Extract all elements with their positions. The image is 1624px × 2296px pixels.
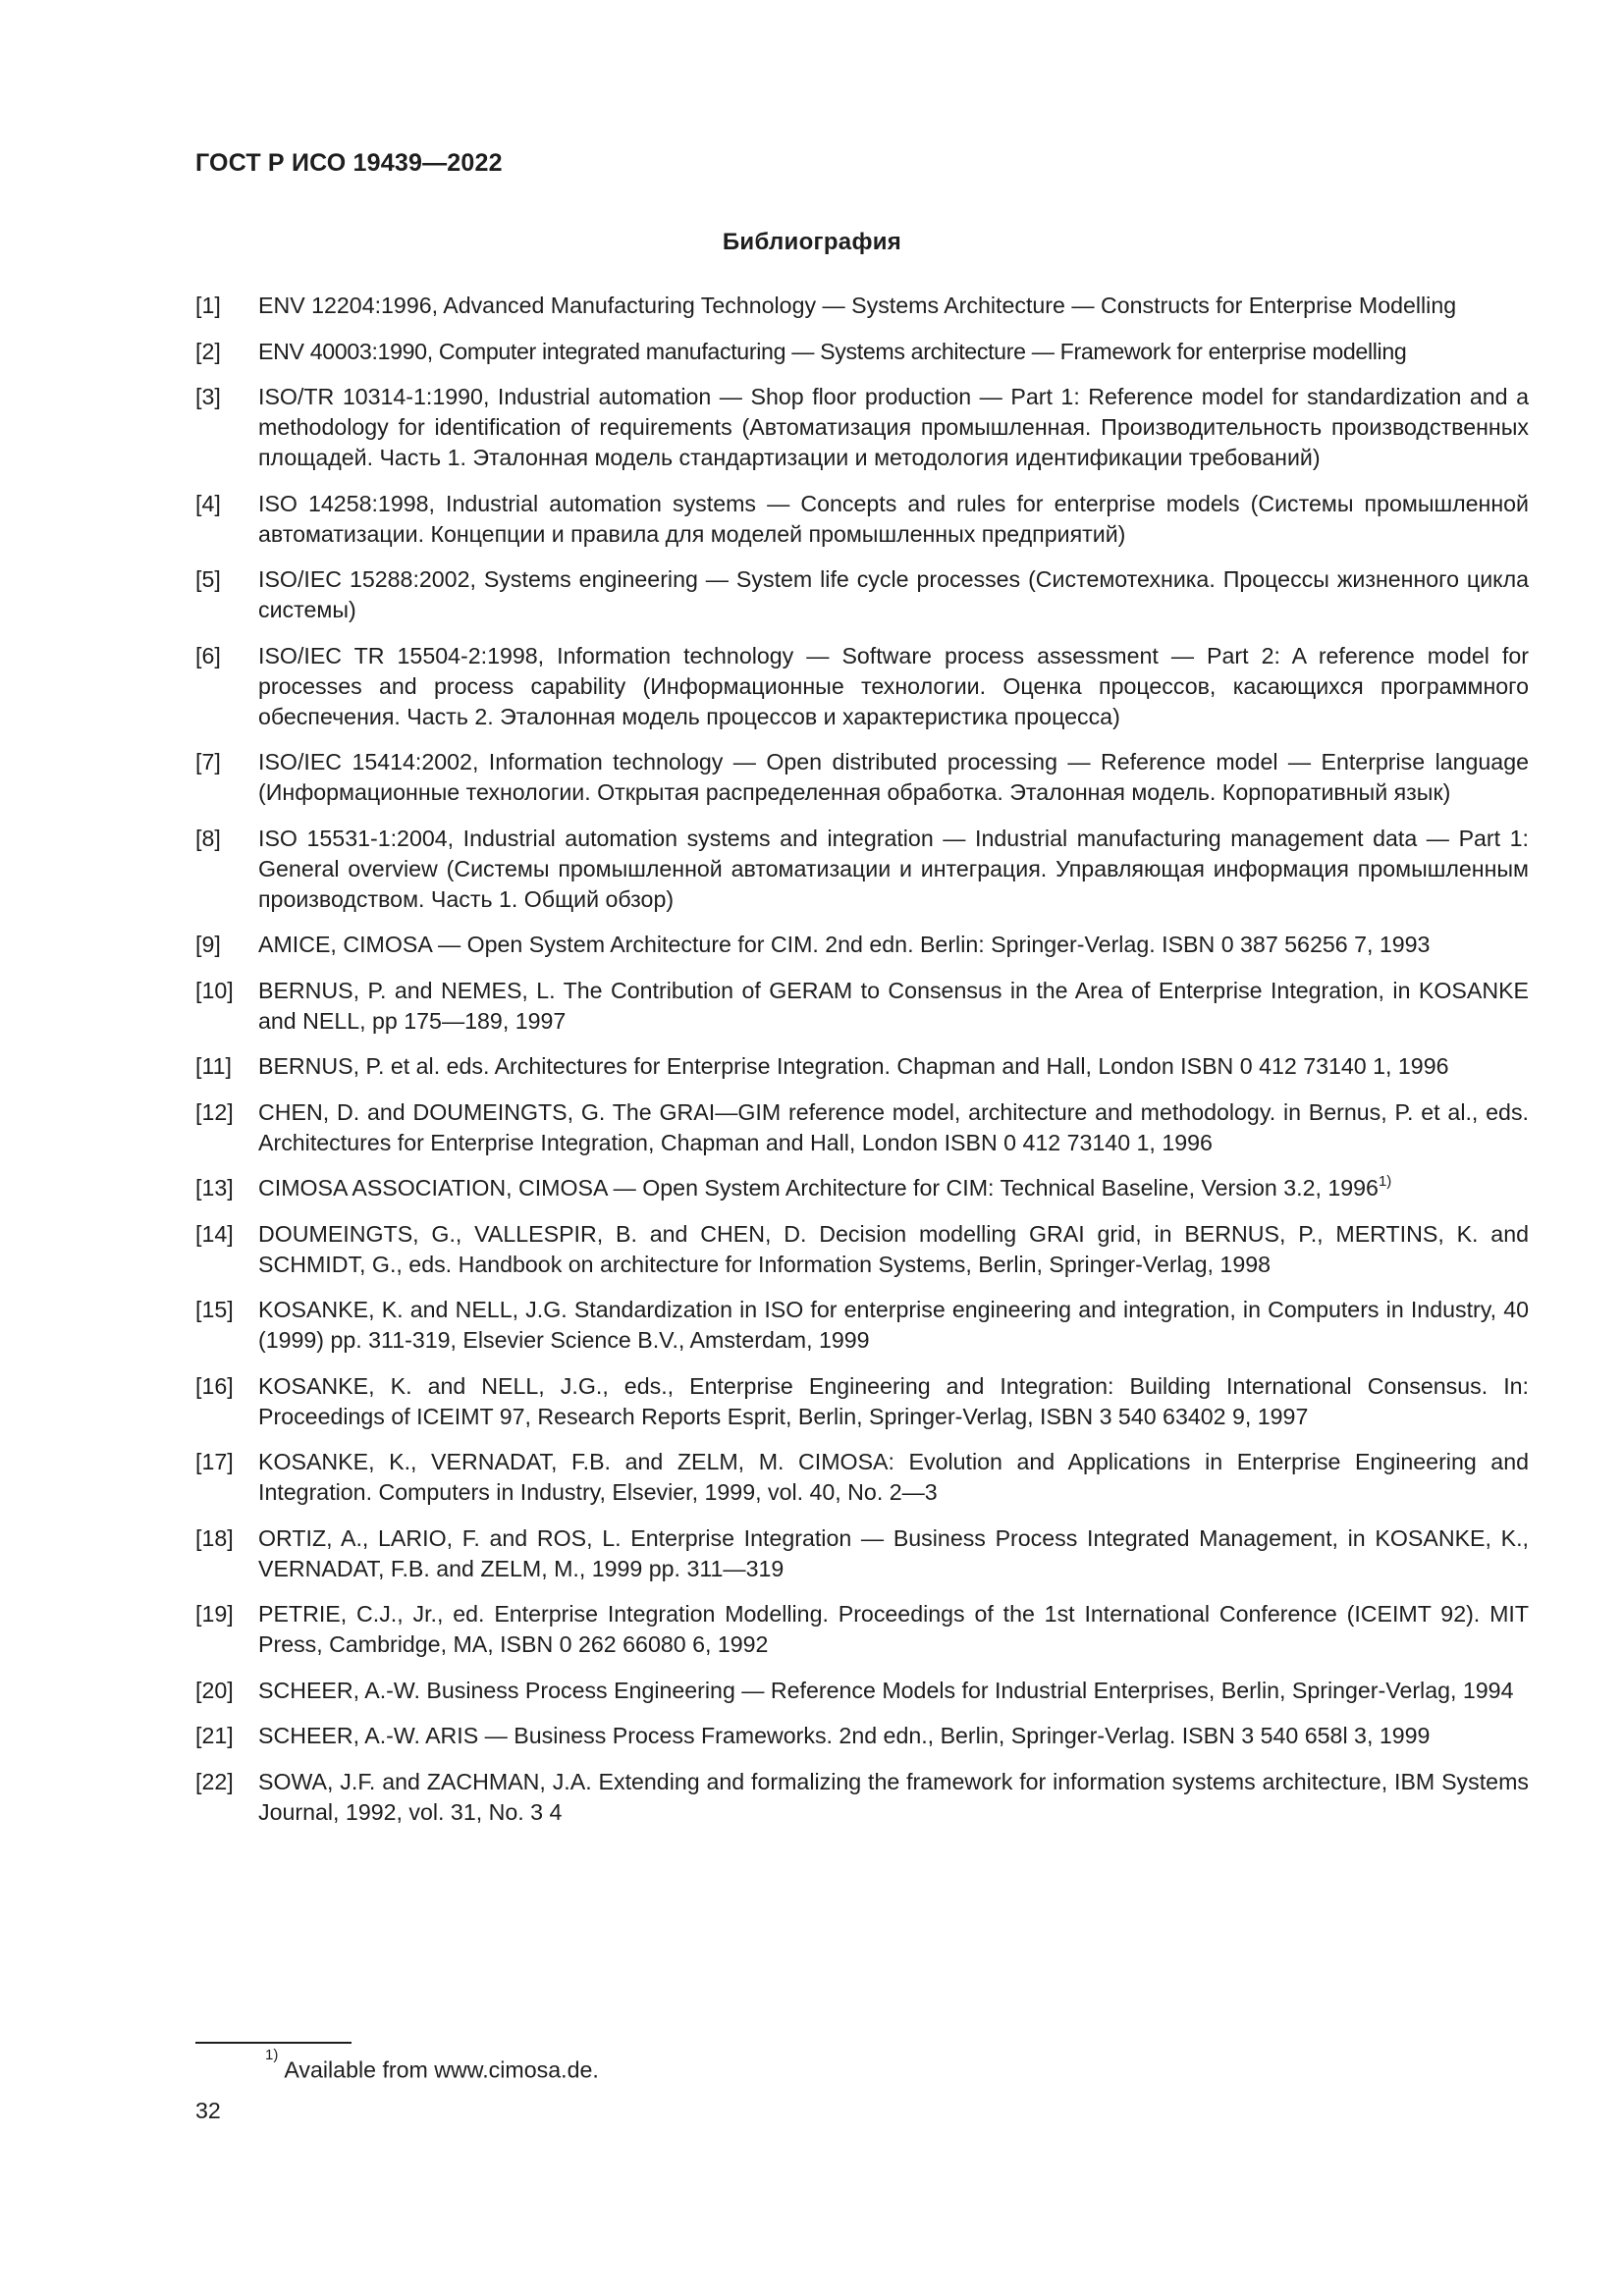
- entry-number: [16]: [195, 1372, 234, 1399]
- bibliography-entry: [195, 1676, 1529, 1706]
- bibliography-entry: [195, 1051, 1529, 1082]
- bibliography-entry: [195, 1599, 1529, 1660]
- entry-text: KOSANKE, K. and NELL, J.G. Standardization in ISO for enterprise engineering and integration, in Computers in Industry, 40 (1999) pp. 311-319, Elsevier Science B.V., Amsterdam, 1999: [258, 1297, 1529, 1353]
- entry-number: [5]: [195, 566, 221, 592]
- bibliography-entry: [195, 1295, 1529, 1356]
- entry-text: BERNUS, P. et al. eds. Architectures for Enterprise Integration. Chapman and Hall, London ISBN 0 412 73140 1, 1996: [258, 1053, 1449, 1079]
- entry-text: SOWA, J.F. and ZACHMAN, J.A. Extending and formalizing the framework for information systems architecture, IBM Systems Journal, 1992, vol. 31, No. 3 4: [258, 1768, 1529, 1825]
- bibliography-entry: [195, 1767, 1529, 1828]
- section-title: Библиография: [722, 229, 902, 255]
- entry-text-body: CIMOSA ASSOCIATION, CIMOSA — Open System Architecture for CIM: Technical Baseline, Version 3.2, 1996: [258, 1175, 1379, 1201]
- entry-text: ISO/TR 10314-1:1990, Industrial automation — Shop floor production — Part 1: Reference model for standardization and a methodology for identification of requirements (Автоматизация промышленная. Производительность производственных площадей. Часть 1. Эталонная модель стандартизации и методология идентификации требований): [258, 384, 1529, 470]
- entry-number: [19]: [195, 1601, 234, 1627]
- entry-number: [4]: [195, 490, 221, 516]
- entry-number: [2]: [195, 338, 221, 364]
- footnote-marker: 1): [265, 2047, 279, 2063]
- bibliography-entry: [195, 976, 1529, 1037]
- entry-text: SCHEER, A.-W. ARIS — Business Process Frameworks. 2nd edn., Berlin, Springer-Verlag. ISBN 3 540 658l 3, 1999: [258, 1723, 1431, 1748]
- bibliography-entry: [195, 1523, 1529, 1584]
- entry-number: [12]: [195, 1098, 234, 1125]
- bibliography-entry: [195, 1173, 1529, 1203]
- bibliography-entry: [195, 382, 1529, 473]
- bibliography-entry: [195, 641, 1529, 732]
- entry-text: ORTIZ, A., LARIO, F. and ROS, L. Enterprise Integration — Business Process Integrated Management, in KOSANKE, K., VERNADAT, F.B. and ZELM, M., 1999 pp. 311—319: [258, 1524, 1529, 1581]
- bibliography-list: [195, 291, 1529, 1842]
- entry-text: ISO 14258:1998, Industrial automation systems — Concepts and rules for enterprise models (Системы промышленной автоматизации. Концепции и правила для моделей промышленных предприятий): [258, 490, 1529, 547]
- bibliography-entry: [195, 1721, 1529, 1751]
- page-number: 32: [195, 2098, 221, 2123]
- bibliography-entry: [195, 564, 1529, 625]
- entry-text: ISO/IEC TR 15504-2:1998, Information technology — Software process assessment — Part 2: A reference model for processes and process capability (Информационные технологии. Оценка процессов, касающихся программного обеспечения. Часть 2. Эталонная модель процессов и характеристика процесса): [258, 642, 1529, 729]
- entry-number: [20]: [195, 1677, 234, 1703]
- entry-number: [18]: [195, 1524, 234, 1551]
- entry-number: [13]: [195, 1175, 234, 1201]
- footnote-text: Available from www.cimosa.de.: [284, 2056, 599, 2083]
- entry-text: ISO/IEC 15414:2002, Information technology — Open distributed processing — Reference model — Enterprise language (Информационные технологии. Открытая распределенная обработка. Эталонная модель. Корпоративный язык): [258, 749, 1529, 805]
- entry-number: [6]: [195, 642, 221, 668]
- entry-number: [9]: [195, 932, 221, 957]
- bibliography-entry: [195, 1371, 1529, 1432]
- entry-number: [3]: [195, 384, 221, 409]
- bibliography-entry: [195, 747, 1529, 808]
- entry-text: PETRIE, C.J., Jr., ed. Enterprise Integration Modelling. Proceedings of the 1st International Conference (ICEIMT 92). MIT Press, Cambridge, MA, ISBN 0 262 66080 6, 1992: [258, 1601, 1529, 1657]
- bibliography-entry: [195, 1219, 1529, 1280]
- entry-text: ISO 15531-1:2004, Industrial automation systems and integration — Industrial manufacturing management data — Part 1: General overview (Системы промышленной автоматизации и интеграция. Управляющая информация промышленным производством. Часть 1. Общий обзор): [258, 825, 1529, 912]
- entry-text: ENV 12204:1996, Advanced Manufacturing Technology — Systems Architecture — Constructs for Enterprise Modelling: [258, 293, 1457, 318]
- footnote: [265, 2047, 599, 2086]
- entry-text: KOSANKE, K. and NELL, J.G., eds., Enterprise Engineering and Integration: Building International Consensus. In: Proceedings of ICEIMT 97, Research Reports Esprit, Berlin, Springer-Verlag, ISBN 3 540 63402 9, 1997: [258, 1372, 1529, 1429]
- entry-number: [21]: [195, 1723, 234, 1748]
- footnote-reference: 1): [1378, 1173, 1392, 1191]
- entry-text: KOSANKE, K., VERNADAT, F.B. and ZELM, M. CIMOSA: Evolution and Applications in Enterprise Engineering and Integration. Computers in Industry, Elsevier, 1999, vol. 40, No. 2—3: [258, 1449, 1529, 1505]
- entry-number: [1]: [195, 293, 221, 318]
- entry-number: [17]: [195, 1449, 234, 1474]
- entry-text: AMICE, CIMOSA — Open System Architecture for CIM. 2nd edn. Berlin: Springer-Verlag. ISBN 0 387 56256 7, 1993: [258, 932, 1431, 957]
- bibliography-entry: [195, 337, 1529, 367]
- entry-number: [22]: [195, 1768, 234, 1794]
- bibliography-entry: [195, 1447, 1529, 1508]
- entry-number: [14]: [195, 1220, 234, 1247]
- entry-text: BERNUS, P. and NEMES, L. The Contribution of GERAM to Consensus in the Area of Enterprise Integration, in KOSANKE and NELL, pp 175—189, 1997: [258, 977, 1529, 1034]
- bibliography-entry: [195, 824, 1529, 915]
- bibliography-entry: [195, 930, 1529, 960]
- entry-text: ISO/IEC 15288:2002, Systems engineering — System life cycle processes (Системотехника. Процессы жизненного цикла системы): [258, 566, 1529, 622]
- footnote-divider: [195, 2042, 352, 2044]
- entry-text: ENV 40003:1990, Computer integrated manufacturing — Systems architecture — Framework for enterprise modelling: [258, 338, 1407, 364]
- entry-text: SCHEER, A.-W. Business Process Engineering — Reference Models for Industrial Enterprises, Berlin, Springer-Verlag, 1994: [258, 1677, 1514, 1703]
- entry-text: DOUMEINGTS, G., VALLESPIR, B. and CHEN, D. Decision modelling GRAI grid, in BERNUS, P., MERTINS, K. and SCHMIDT, G., eds. Handbook on architecture for Information Systems, Berlin, Springer-Verlag, 1998: [258, 1220, 1529, 1277]
- entry-number: [15]: [195, 1297, 234, 1322]
- entry-number: [7]: [195, 749, 221, 774]
- bibliography-entry: [195, 291, 1529, 321]
- bibliography-entry: [195, 1097, 1529, 1158]
- document-header: ГОСТ Р ИСО 19439—2022: [195, 149, 503, 177]
- entry-number: [8]: [195, 825, 221, 851]
- entry-number: [11]: [195, 1053, 232, 1079]
- entry-text: [258, 1173, 1529, 1203]
- entry-text: CHEN, D. and DOUMEINGTS, G. The GRAI—GIM reference model, architecture and methodology. in Bernus, P. et al., eds. Architectures for Enterprise Integration, Chapman and Hall, London ISBN 0 412 73140 1, 1996: [258, 1098, 1529, 1155]
- entry-number: [10]: [195, 977, 234, 1003]
- bibliography-entry: [195, 489, 1529, 550]
